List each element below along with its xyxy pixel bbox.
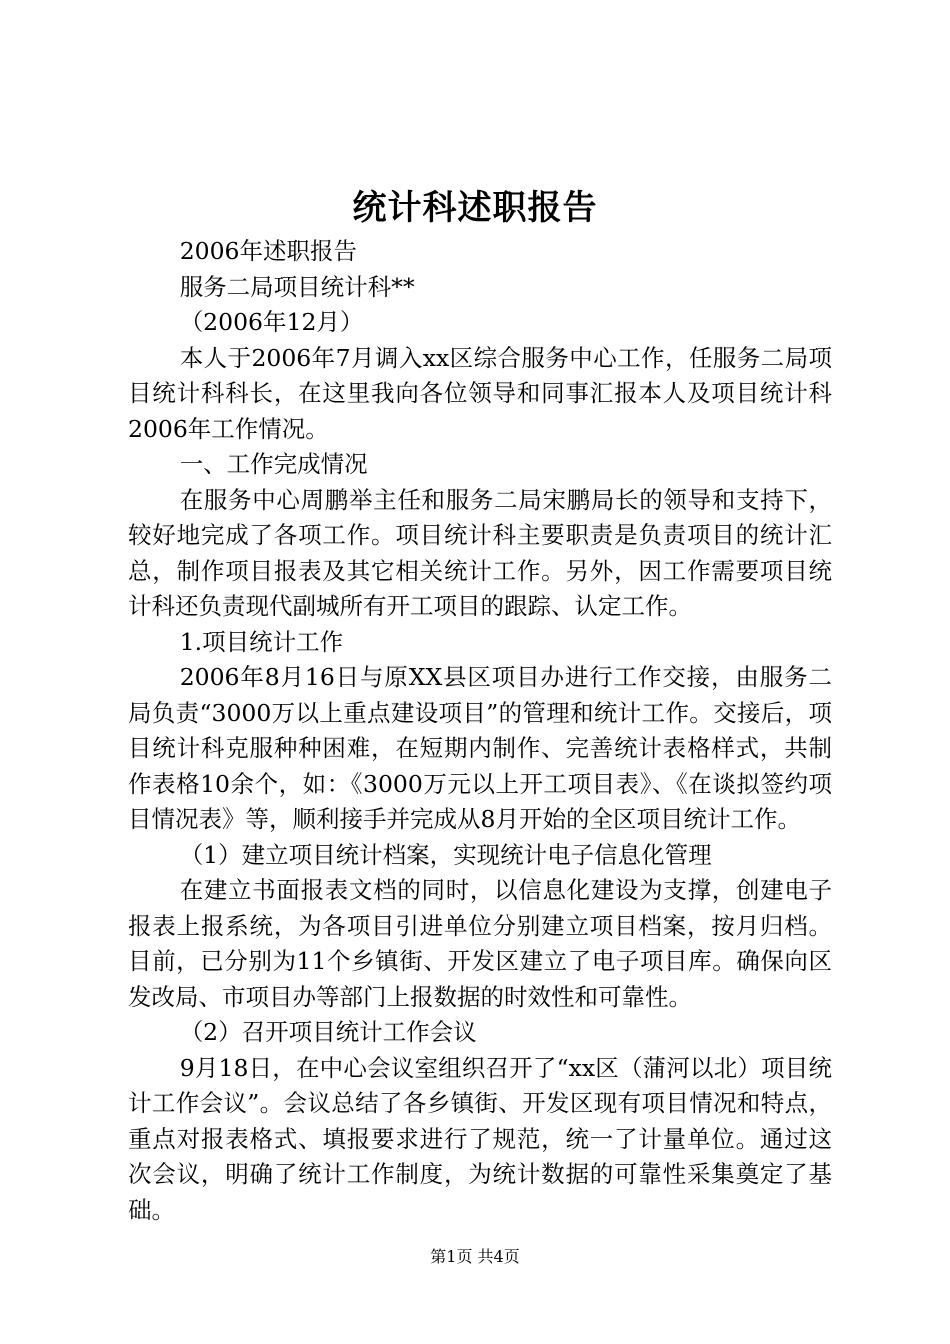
date-line: （2006年12月） [179, 308, 364, 336]
author-line: 服务二局项目统计科** [179, 272, 415, 301]
section-heading-1: 一、工作完成情况 [179, 450, 368, 478]
item-2-paragraph: 9月18日，在中心会议室组织召开了“xx区（蒲河以北）项目统计工作会议”。会议总结了各乡镇街、开发区现有项目情况和特点，重点对报表格式、填报要求进行了规范，统一了计量单位。通过这次会议，明确了统计工作制度，为统计数据的可靠性采集奠定了基础。 [128, 1053, 832, 1224]
subsection-heading-1: 1.项目统计工作 [179, 627, 344, 656]
item-heading-1: （1）建立项目统计档案，实现统计电子信息化管理 [179, 840, 712, 869]
document-title: 统计科述职报告 [352, 188, 598, 228]
intro-paragraph: 本人于2006年7月调入xx区综合服务中心工作，任服务二局项目统计科科长，在这里我向各位领导和同事汇报本人及项目统计科2006年工作情况。 [128, 343, 832, 443]
page-footer: 第1页 共4页 [430, 1247, 520, 1266]
section-1-paragraph: 在服务中心周鹏举主任和服务二局宋鹏局长的领导和支持下，较好地完成了各项工作。项目统计科主要职责是负责项目的统计汇总，制作项目报表及其它相关统计工作。另外，因工作需要项目统计科还负责现代副城所有开工项目的跟踪、认定工作。 [128, 485, 832, 620]
report-year-line: 2006年述职报告 [179, 237, 357, 265]
document-body [128, 234, 832, 1228]
subsection-1-paragraph: 2006年8月16日与原XX县区项目办进行工作交接，由服务二局负责“3000万以上重点建设项目”的管理和统计工作。交接后，项目统计科克服种种困难，在短期内制作、完善统计表格样式，共制作表格10余个，如：《3000万元以上开工项目表》、《在谈拟签约项目情况表》等，顺利接手并完成从8月开始的全区项目统计工作。 [128, 663, 832, 833]
item-1-paragraph: 在建立书面报表文档的同时，以信息化建设为支撑，创建电子报表上报系统，为各项目引进单位分别建立项目档案，按月归档。目前，已分别为11个乡镇街、开发区建立了电子项目库。确保向区发改局、市项目办等部门上报数据的时效性和可靠性。 [128, 876, 832, 1011]
item-heading-2: （2）召开项目统计工作会议 [179, 1018, 477, 1046]
